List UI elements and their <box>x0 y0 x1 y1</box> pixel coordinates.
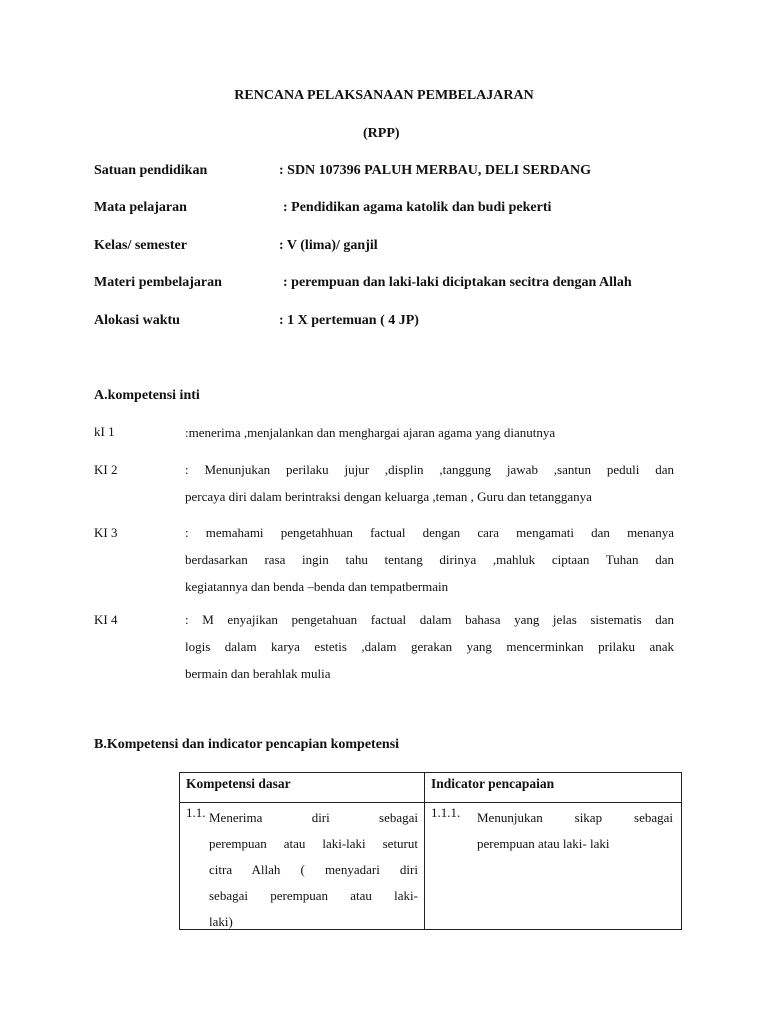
identity-value: : SDN 107396 PALUH MERBAU, DELI SERDANG <box>279 163 592 178</box>
identity-value: : V (lima)/ ganjil <box>279 238 378 253</box>
indicator-text <box>477 805 673 857</box>
kd-number: 1.1. <box>186 805 206 820</box>
ki-line: percaya diri dalam berintraksi dengan keluarga ,teman , Guru dan tetangganya <box>185 489 592 504</box>
table-row <box>180 803 682 930</box>
kd-line: perempuan atau laki-laki seturut <box>209 836 418 851</box>
column-header-kompetensi-dasar: Kompetensi dasar <box>180 773 425 803</box>
identity-value: : perempuan dan laki-laki diciptakan secitra dengan Allah <box>283 275 632 290</box>
kd-line: sebagai perempuan atau laki- <box>209 888 418 903</box>
kd-cell <box>180 803 425 930</box>
competency-table <box>179 772 682 930</box>
ki-line: bermain dan berahlak mulia <box>185 666 331 681</box>
section-a-heading: A.kompetensi inti <box>94 388 200 403</box>
ki-code: KI 3 <box>94 525 118 540</box>
ki-line: logis dalam karya estetis ,dalam gerakan yang mencerminkan prilaku anak <box>185 639 674 654</box>
ki-code: KI 4 <box>94 612 118 627</box>
column-header-indicator: Indicator pencapaian <box>425 773 682 803</box>
table-header-row <box>180 773 682 803</box>
ki-text <box>185 456 674 510</box>
document-subtitle: (RPP) <box>363 126 400 141</box>
identity-label: Kelas/ semester <box>94 238 187 253</box>
identity-label: Alokasi waktu <box>94 313 180 328</box>
ki-text <box>185 419 674 446</box>
indicator-line: perempuan atau laki- laki <box>477 836 610 851</box>
ki-line: berdasarkan rasa ingin tahu tentang dirinya ,mahluk ciptaan Tuhan dan <box>185 552 674 567</box>
identity-value: : Pendidikan agama katolik dan budi pekerti <box>283 200 552 215</box>
identity-label: Materi pembelajaran <box>94 275 222 290</box>
ki-line: : memahami pengetahhuan factual dengan cara mengamati dan menanya <box>185 525 674 540</box>
ki-line: : M enyajikan pengetahuan factual dalam bahasa yang jelas sistematis dan <box>185 612 674 627</box>
ki-line: : Menunjukan perilaku jujur ,displin ,tanggung jawab ,santun peduli dan <box>185 462 674 477</box>
ki-code: KI 2 <box>94 462 118 477</box>
kd-line: citra Allah ( menyadari diri <box>209 862 418 877</box>
ki-line: kegiatannya dan benda –benda dan tempatbermain <box>185 579 449 594</box>
kd-text <box>209 805 418 935</box>
indicator-number: 1.1.1. <box>431 805 461 820</box>
ki-line: :menerima ,menjalankan dan menghargai ajaran agama yang dianutnya <box>185 425 556 440</box>
indicator-line: Menunjukan sikap sebagai <box>477 810 673 825</box>
ki-code: kI 1 <box>94 424 115 439</box>
section-b-heading: B.Kompetensi dan indicator pencapian kompetensi <box>94 737 400 752</box>
ki-text <box>185 519 674 600</box>
ki-text <box>185 606 674 687</box>
identity-label: Mata pelajaran <box>94 200 187 215</box>
document-title: RENCANA PELAKSANAAN PEMBELAJARAN <box>234 88 534 103</box>
identity-label: Satuan pendidikan <box>94 163 208 178</box>
kd-line: laki) <box>209 914 233 929</box>
identity-value: : 1 X pertemuan ( 4 JP) <box>279 313 419 328</box>
indicator-cell <box>425 803 682 930</box>
kd-line: Menerima diri sebagai <box>209 810 418 825</box>
